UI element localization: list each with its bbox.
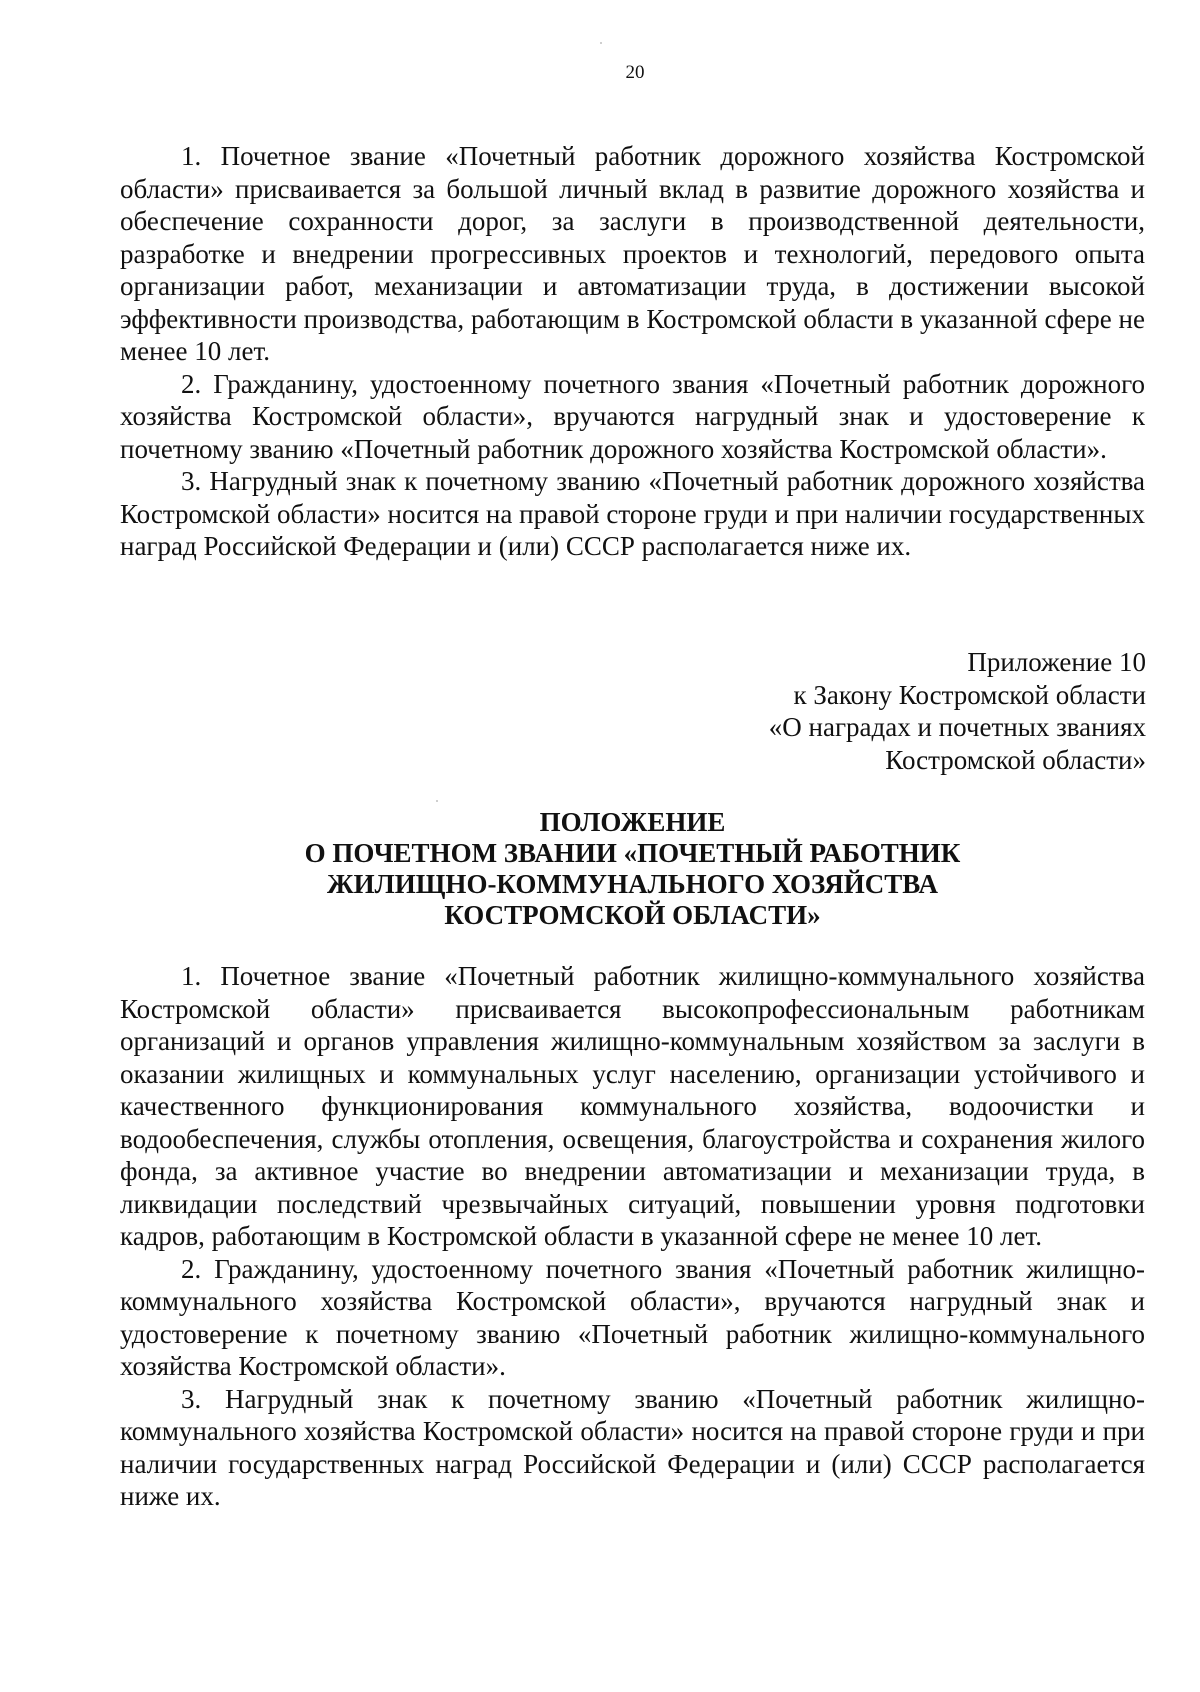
- section-road-economy: [120, 140, 1145, 563]
- appendix-line: Приложение 10: [967, 647, 1146, 677]
- heading-line: ЖИЛИЩНО-КОММУНАЛЬНОГО ХОЗЯЙСТВА: [326, 869, 939, 899]
- heading-line: КОСТРОМСКОЙ ОБЛАСТИ»: [444, 900, 821, 930]
- scan-speck: [600, 42, 602, 44]
- heading-line: О ПОЧЕТНОМ ЗВАНИИ «ПОЧЕТНЫЙ РАБОТНИК: [304, 838, 961, 868]
- paragraph-2: 2. Гражданину, удостоенному почетного звания «Почетный работник жилищно-коммунального хозяйства Костромской области», вручаются нагрудный знак и удостоверение к почетному званию «Почетный работник жилищно-коммунального хозяйства Костромской области».: [120, 1253, 1145, 1381]
- appendix-reference: [769, 646, 1146, 776]
- section-housing-utilities: [120, 960, 1145, 1513]
- heading-line: ПОЛОЖЕНИЕ: [539, 807, 726, 837]
- paragraph-1: 1. Почетное звание «Почетный работник жилищно-коммунального хозяйства Костромской области» присваивается высокопрофессиональным работникам организаций и органов управления жилищно-коммунальным хозяйством за заслуги в оказании жилищных и коммунальных услуг населению, организации устойчивого и качественного функционирования коммунального хозяйства, водоочистки и водообеспечения, службы отопления, освещения, благоустройства и сохранения жилого фонда, за активное участие во внедрении автоматизации и механизации труда, в ликвидации последствий чрезвычайных ситуаций, повышении уровня подготовки кадров, работающим в Костромской области в указанной сфере не менее 10 лет.: [120, 961, 1145, 1251]
- scan-speck: [436, 800, 438, 802]
- paragraph-2: 2. Гражданину, удостоенному почетного звания «Почетный работник дорожного хозяйства Костромской области», вручаются нагрудный знак и удостоверение к почетному званию «Почетный работник дорожного хозяйства Костромской области».: [120, 368, 1145, 464]
- paragraph-3: 3. Нагрудный знак к почетному званию «Почетный работник дорожного хозяйства Костромской области» носится на правой стороне груди и при наличии государственных наград Российской Федерации и (или) СССР располагается ниже их.: [120, 466, 1145, 561]
- appendix-line: «О наградах и почетных званиях: [768, 712, 1146, 742]
- appendix-line: к Закону Костромской области: [793, 679, 1146, 710]
- page-number: 20: [625, 62, 645, 83]
- paragraph-3: 3. Нагрудный знак к почетному званию «Почетный работник жилищно-коммунального хозяйства Костромской области» носится на правой стороне груди и при наличии государственных наград Российской Федерации и (или) СССР располагается ниже их.: [120, 1383, 1145, 1511]
- appendix-line: Костромской области»: [885, 744, 1146, 775]
- document-heading: [120, 807, 1145, 931]
- paragraph-1: 1. Почетное звание «Почетный работник дорожного хозяйства Костромской области» присваивается за большой личный вклад в развитие дорожного хозяйства и обеспечение сохранности дорог, за заслуги в производственной деятельности, разработке и внедрении прогрессивных проектов и технологий, передового опыта организации работ, механизации и автоматизации труда, в достижении высокой эффективности производства, работающим в Костромской области в указанной сфере не менее 10 лет.: [120, 141, 1145, 366]
